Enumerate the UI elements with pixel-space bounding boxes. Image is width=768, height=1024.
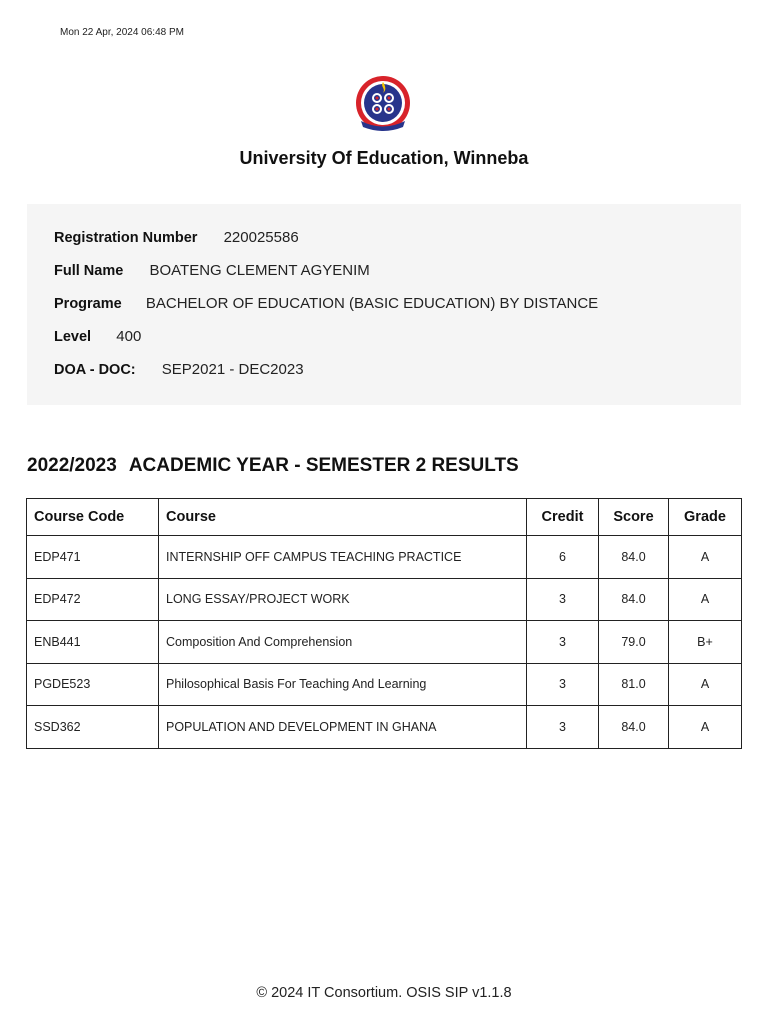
grade-cell: A <box>669 663 742 706</box>
course-code-cell: EDP472 <box>27 578 159 621</box>
score-cell: 84.0 <box>599 578 669 621</box>
course-code-cell: SSD362 <box>27 706 159 749</box>
doa-label: DOA - DOC: <box>54 362 136 378</box>
course-code-cell: ENB441 <box>27 621 159 664</box>
results-title: ACADEMIC YEAR - SEMESTER 2 RESULTS <box>128 455 519 476</box>
copyright-footer: © 2024 IT Consortium. OSIS SIP v1.1.8 <box>256 985 512 1001</box>
course-code-cell: PGDE523 <box>27 663 159 706</box>
credit-cell: 3 <box>527 578 599 621</box>
credit-cell: 3 <box>527 663 599 706</box>
academic-year: 2022/2023 <box>27 455 117 476</box>
doa-value: SEP2021 - DEC2023 <box>161 361 304 378</box>
course-title-cell: POPULATION AND DEVELOPMENT IN GHANA <box>159 706 527 749</box>
registration-label: Registration Number <box>54 230 198 246</box>
student-info-panel <box>27 204 741 405</box>
course-title-cell: Philosophical Basis For Teaching And Learning <box>159 663 527 706</box>
credit-cell: 6 <box>527 536 599 579</box>
column-header-course: Course <box>159 499 527 536</box>
column-header-course-code: Course Code <box>27 499 159 536</box>
crest-shield <box>364 84 402 122</box>
fullname-label: Full Name <box>54 263 124 279</box>
university-crest-icon <box>353 74 413 134</box>
print-timestamp: Mon 22 Apr, 2024 06:48 PM <box>60 27 184 38</box>
table-row <box>27 706 742 749</box>
programe-label: Programe <box>54 296 122 312</box>
credit-cell: 3 <box>527 621 599 664</box>
column-header-credit: Credit <box>527 499 599 536</box>
column-header-score: Score <box>599 499 669 536</box>
programe-row <box>54 295 598 312</box>
grade-cell: A <box>669 578 742 621</box>
fullname-value: BOATENG CLEMENT AGYENIM <box>149 262 370 279</box>
table-row <box>27 536 742 579</box>
registration-value: 220025586 <box>223 229 299 246</box>
results-heading <box>27 455 519 477</box>
table-row <box>27 578 742 621</box>
level-value: 400 <box>116 328 142 345</box>
level-row <box>54 328 141 345</box>
university-name: University Of Education, Winneba <box>239 148 529 168</box>
table-row <box>27 663 742 706</box>
score-cell: 84.0 <box>599 536 669 579</box>
column-header-grade: Grade <box>669 499 742 536</box>
table-header-row <box>27 499 742 536</box>
programe-value: BACHELOR OF EDUCATION (BASIC EDUCATION) BY DISTANCE <box>145 295 599 312</box>
results-table <box>26 498 742 749</box>
score-cell: 84.0 <box>599 706 669 749</box>
level-label: Level <box>54 329 92 345</box>
course-title-cell: Composition And Comprehension <box>159 621 527 664</box>
doa-row <box>54 361 304 378</box>
score-cell: 81.0 <box>599 663 669 706</box>
grade-cell: A <box>669 706 742 749</box>
score-cell: 79.0 <box>599 621 669 664</box>
grade-cell: B+ <box>669 621 742 664</box>
course-code-cell: EDP471 <box>27 536 159 579</box>
registration-row <box>54 229 299 246</box>
course-title-cell: LONG ESSAY/PROJECT WORK <box>159 578 527 621</box>
credit-cell: 3 <box>527 706 599 749</box>
course-title-cell: INTERNSHIP OFF CAMPUS TEACHING PRACTICE <box>159 536 527 579</box>
grade-cell: A <box>669 536 742 579</box>
fullname-row <box>54 262 370 279</box>
table-row <box>27 621 742 664</box>
